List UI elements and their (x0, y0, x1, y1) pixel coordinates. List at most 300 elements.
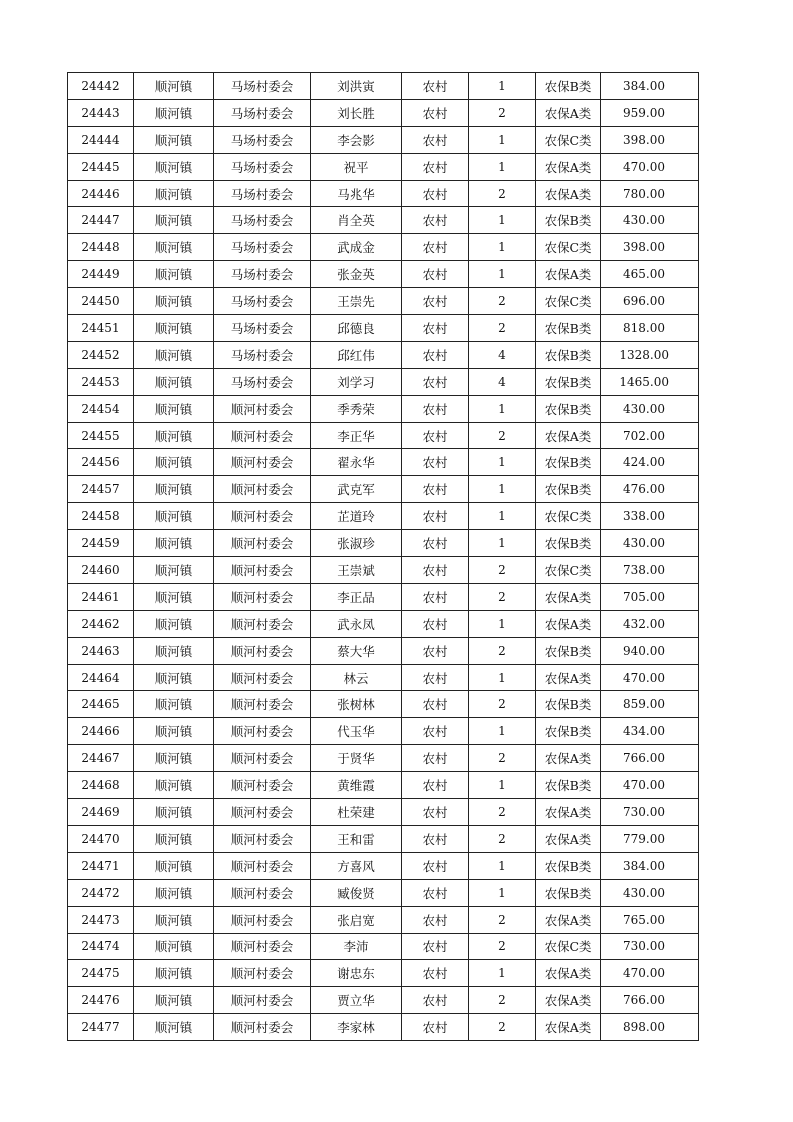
household-type-cell: 农村 (402, 933, 469, 960)
household-type-cell: 农村 (402, 368, 469, 395)
household-type-cell: 农村 (402, 987, 469, 1014)
household-size-cell: 2 (469, 315, 536, 342)
name-cell: 武克军 (311, 476, 402, 503)
household-size-cell: 2 (469, 637, 536, 664)
name-cell: 邱红伟 (311, 341, 402, 368)
insurance-category-cell: 农保B类 (536, 207, 601, 234)
insurance-category-cell: 农保A类 (536, 799, 601, 826)
amount-cell: 430.00 (601, 207, 699, 234)
village-committee-cell: 顺河村委会 (214, 422, 311, 449)
name-cell: 代玉华 (311, 718, 402, 745)
serial-number-cell: 24468 (68, 772, 134, 799)
town-cell: 顺河镇 (134, 960, 214, 987)
village-committee-cell: 顺河村委会 (214, 503, 311, 530)
insurance-category-cell: 农保A类 (536, 906, 601, 933)
insurance-category-cell: 农保B类 (536, 852, 601, 879)
insurance-category-cell: 农保A类 (536, 987, 601, 1014)
table-row (68, 315, 699, 342)
table-row (68, 126, 699, 153)
serial-number-cell: 24456 (68, 449, 134, 476)
serial-number-cell: 24458 (68, 503, 134, 530)
table-row (68, 583, 699, 610)
town-cell: 顺河镇 (134, 449, 214, 476)
town-cell: 顺河镇 (134, 987, 214, 1014)
town-cell: 顺河镇 (134, 933, 214, 960)
insurance-category-cell: 农保A类 (536, 180, 601, 207)
household-size-cell: 4 (469, 341, 536, 368)
town-cell: 顺河镇 (134, 476, 214, 503)
name-cell: 张金英 (311, 261, 402, 288)
village-committee-cell: 马场村委会 (214, 180, 311, 207)
name-cell: 刘长胜 (311, 99, 402, 126)
table-row (68, 691, 699, 718)
town-cell: 顺河镇 (134, 315, 214, 342)
town-cell: 顺河镇 (134, 772, 214, 799)
serial-number-cell: 24447 (68, 207, 134, 234)
household-size-cell: 1 (469, 718, 536, 745)
serial-number-cell: 24472 (68, 879, 134, 906)
serial-number-cell: 24474 (68, 933, 134, 960)
insurance-category-cell: 农保B类 (536, 395, 601, 422)
household-size-cell: 1 (469, 153, 536, 180)
table-row (68, 745, 699, 772)
insurance-category-cell: 农保A类 (536, 610, 601, 637)
household-size-cell: 1 (469, 126, 536, 153)
amount-cell: 434.00 (601, 718, 699, 745)
table-row (68, 987, 699, 1014)
village-committee-cell: 顺河村委会 (214, 449, 311, 476)
village-committee-cell: 顺河村委会 (214, 772, 311, 799)
household-type-cell: 农村 (402, 906, 469, 933)
village-committee-cell: 顺河村委会 (214, 799, 311, 826)
table-row (68, 852, 699, 879)
table-row (68, 637, 699, 664)
amount-cell: 696.00 (601, 288, 699, 315)
household-size-cell: 2 (469, 422, 536, 449)
serial-number-cell: 24448 (68, 234, 134, 261)
household-type-cell: 农村 (402, 234, 469, 261)
serial-number-cell: 24466 (68, 718, 134, 745)
table-row (68, 557, 699, 584)
serial-number-cell: 24470 (68, 825, 134, 852)
household-size-cell: 1 (469, 503, 536, 530)
table-row (68, 933, 699, 960)
table-row (68, 99, 699, 126)
household-size-cell: 2 (469, 987, 536, 1014)
insurance-category-cell: 农保B类 (536, 315, 601, 342)
household-size-cell: 2 (469, 933, 536, 960)
insurance-category-cell: 农保B类 (536, 341, 601, 368)
household-type-cell: 农村 (402, 879, 469, 906)
table-row (68, 234, 699, 261)
household-type-cell: 农村 (402, 153, 469, 180)
amount-cell: 780.00 (601, 180, 699, 207)
household-type-cell: 农村 (402, 691, 469, 718)
insurance-category-cell: 农保B类 (536, 772, 601, 799)
amount-cell: 702.00 (601, 422, 699, 449)
name-cell: 于贤华 (311, 745, 402, 772)
table-row (68, 476, 699, 503)
serial-number-cell: 24462 (68, 610, 134, 637)
table-row (68, 772, 699, 799)
table-row (68, 368, 699, 395)
amount-cell: 430.00 (601, 395, 699, 422)
village-committee-cell: 马场村委会 (214, 315, 311, 342)
household-size-cell: 1 (469, 234, 536, 261)
household-type-cell: 农村 (402, 583, 469, 610)
household-size-cell: 1 (469, 772, 536, 799)
household-size-cell: 4 (469, 368, 536, 395)
name-cell: 翟永华 (311, 449, 402, 476)
insurance-category-cell: 农保A类 (536, 99, 601, 126)
village-committee-cell: 马场村委会 (214, 288, 311, 315)
household-size-cell: 1 (469, 395, 536, 422)
insurance-category-cell: 农保C类 (536, 234, 601, 261)
insurance-category-cell: 农保A类 (536, 583, 601, 610)
town-cell: 顺河镇 (134, 234, 214, 261)
serial-number-cell: 24455 (68, 422, 134, 449)
insurance-category-cell: 农保C类 (536, 126, 601, 153)
records-table-container (67, 72, 699, 1041)
household-size-cell: 1 (469, 207, 536, 234)
town-cell: 顺河镇 (134, 879, 214, 906)
serial-number-cell: 24459 (68, 530, 134, 557)
amount-cell: 940.00 (601, 637, 699, 664)
amount-cell: 859.00 (601, 691, 699, 718)
household-size-cell: 2 (469, 99, 536, 126)
household-type-cell: 农村 (402, 99, 469, 126)
serial-number-cell: 24457 (68, 476, 134, 503)
serial-number-cell: 24449 (68, 261, 134, 288)
name-cell: 马兆华 (311, 180, 402, 207)
insurance-category-cell: 农保A类 (536, 1014, 601, 1041)
household-size-cell: 2 (469, 906, 536, 933)
village-committee-cell: 顺河村委会 (214, 583, 311, 610)
name-cell: 杜荣建 (311, 799, 402, 826)
serial-number-cell: 24477 (68, 1014, 134, 1041)
table-row (68, 503, 699, 530)
household-size-cell: 1 (469, 960, 536, 987)
household-type-cell: 农村 (402, 718, 469, 745)
household-type-cell: 农村 (402, 449, 469, 476)
town-cell: 顺河镇 (134, 799, 214, 826)
insurance-category-cell: 农保C类 (536, 557, 601, 584)
household-type-cell: 农村 (402, 503, 469, 530)
table-row (68, 207, 699, 234)
insurance-category-cell: 农保A类 (536, 745, 601, 772)
village-committee-cell: 马场村委会 (214, 73, 311, 100)
amount-cell: 470.00 (601, 153, 699, 180)
name-cell: 王崇斌 (311, 557, 402, 584)
household-type-cell: 农村 (402, 207, 469, 234)
household-size-cell: 2 (469, 288, 536, 315)
village-committee-cell: 马场村委会 (214, 234, 311, 261)
insurance-category-cell: 农保C类 (536, 933, 601, 960)
village-committee-cell: 顺河村委会 (214, 852, 311, 879)
table-row (68, 449, 699, 476)
town-cell: 顺河镇 (134, 73, 214, 100)
town-cell: 顺河镇 (134, 153, 214, 180)
serial-number-cell: 24475 (68, 960, 134, 987)
amount-cell: 765.00 (601, 906, 699, 933)
amount-cell: 730.00 (601, 799, 699, 826)
village-committee-cell: 顺河村委会 (214, 664, 311, 691)
household-size-cell: 2 (469, 799, 536, 826)
household-type-cell: 农村 (402, 610, 469, 637)
insurance-category-cell: 农保B类 (536, 476, 601, 503)
household-type-cell: 农村 (402, 73, 469, 100)
name-cell: 李正品 (311, 583, 402, 610)
amount-cell: 766.00 (601, 987, 699, 1014)
amount-cell: 1328.00 (601, 341, 699, 368)
amount-cell: 470.00 (601, 772, 699, 799)
household-size-cell: 2 (469, 1014, 536, 1041)
town-cell: 顺河镇 (134, 691, 214, 718)
insurance-category-cell: 农保B类 (536, 73, 601, 100)
household-type-cell: 农村 (402, 180, 469, 207)
town-cell: 顺河镇 (134, 422, 214, 449)
household-type-cell: 农村 (402, 852, 469, 879)
town-cell: 顺河镇 (134, 852, 214, 879)
name-cell: 李正华 (311, 422, 402, 449)
amount-cell: 338.00 (601, 503, 699, 530)
insurance-category-cell: 农保B类 (536, 691, 601, 718)
name-cell: 林云 (311, 664, 402, 691)
serial-number-cell: 24454 (68, 395, 134, 422)
table-row (68, 341, 699, 368)
town-cell: 顺河镇 (134, 180, 214, 207)
table-row (68, 422, 699, 449)
name-cell: 张树林 (311, 691, 402, 718)
name-cell: 武成金 (311, 234, 402, 261)
household-type-cell: 农村 (402, 557, 469, 584)
insurance-category-cell: 农保A类 (536, 664, 601, 691)
household-type-cell: 农村 (402, 422, 469, 449)
town-cell: 顺河镇 (134, 530, 214, 557)
table-row (68, 530, 699, 557)
name-cell: 臧俊贤 (311, 879, 402, 906)
name-cell: 李家林 (311, 1014, 402, 1041)
name-cell: 谢忠东 (311, 960, 402, 987)
records-table-body (68, 73, 699, 1041)
name-cell: 张启宽 (311, 906, 402, 933)
amount-cell: 424.00 (601, 449, 699, 476)
serial-number-cell: 24467 (68, 745, 134, 772)
name-cell: 刘洪寅 (311, 73, 402, 100)
village-committee-cell: 顺河村委会 (214, 395, 311, 422)
records-table (67, 72, 699, 1041)
town-cell: 顺河镇 (134, 906, 214, 933)
table-row (68, 879, 699, 906)
household-type-cell: 农村 (402, 261, 469, 288)
household-type-cell: 农村 (402, 315, 469, 342)
amount-cell: 959.00 (601, 99, 699, 126)
table-row (68, 395, 699, 422)
village-committee-cell: 顺河村委会 (214, 476, 311, 503)
serial-number-cell: 24452 (68, 341, 134, 368)
insurance-category-cell: 农保B类 (536, 530, 601, 557)
household-size-cell: 1 (469, 476, 536, 503)
village-committee-cell: 马场村委会 (214, 153, 311, 180)
village-committee-cell: 顺河村委会 (214, 691, 311, 718)
name-cell: 王崇先 (311, 288, 402, 315)
town-cell: 顺河镇 (134, 99, 214, 126)
insurance-category-cell: 农保A类 (536, 261, 601, 288)
household-size-cell: 1 (469, 610, 536, 637)
household-size-cell: 1 (469, 530, 536, 557)
name-cell: 肖全英 (311, 207, 402, 234)
household-size-cell: 1 (469, 261, 536, 288)
serial-number-cell: 24465 (68, 691, 134, 718)
village-committee-cell: 顺河村委会 (214, 987, 311, 1014)
table-row (68, 73, 699, 100)
village-committee-cell: 马场村委会 (214, 126, 311, 153)
name-cell: 祝平 (311, 153, 402, 180)
town-cell: 顺河镇 (134, 664, 214, 691)
town-cell: 顺河镇 (134, 825, 214, 852)
household-size-cell: 2 (469, 583, 536, 610)
name-cell: 刘学习 (311, 368, 402, 395)
serial-number-cell: 24463 (68, 637, 134, 664)
table-row (68, 906, 699, 933)
village-committee-cell: 顺河村委会 (214, 745, 311, 772)
town-cell: 顺河镇 (134, 261, 214, 288)
serial-number-cell: 24445 (68, 153, 134, 180)
table-row (68, 664, 699, 691)
town-cell: 顺河镇 (134, 637, 214, 664)
insurance-category-cell: 农保A类 (536, 825, 601, 852)
amount-cell: 432.00 (601, 610, 699, 637)
household-size-cell: 1 (469, 852, 536, 879)
village-committee-cell: 顺河村委会 (214, 718, 311, 745)
household-type-cell: 农村 (402, 799, 469, 826)
amount-cell: 779.00 (601, 825, 699, 852)
household-type-cell: 农村 (402, 126, 469, 153)
name-cell: 芷道玲 (311, 503, 402, 530)
table-row (68, 261, 699, 288)
household-size-cell: 1 (469, 449, 536, 476)
amount-cell: 766.00 (601, 745, 699, 772)
serial-number-cell: 24471 (68, 852, 134, 879)
village-committee-cell: 马场村委会 (214, 261, 311, 288)
town-cell: 顺河镇 (134, 610, 214, 637)
amount-cell: 398.00 (601, 234, 699, 261)
insurance-category-cell: 农保B类 (536, 449, 601, 476)
town-cell: 顺河镇 (134, 395, 214, 422)
amount-cell: 430.00 (601, 530, 699, 557)
serial-number-cell: 24473 (68, 906, 134, 933)
table-row (68, 288, 699, 315)
village-committee-cell: 顺河村委会 (214, 1014, 311, 1041)
household-type-cell: 农村 (402, 664, 469, 691)
village-committee-cell: 顺河村委会 (214, 906, 311, 933)
village-committee-cell: 马场村委会 (214, 341, 311, 368)
amount-cell: 1465.00 (601, 368, 699, 395)
village-committee-cell: 顺河村委会 (214, 933, 311, 960)
amount-cell: 470.00 (601, 960, 699, 987)
village-committee-cell: 顺河村委会 (214, 879, 311, 906)
serial-number-cell: 24461 (68, 583, 134, 610)
name-cell: 邱德良 (311, 315, 402, 342)
name-cell: 贾立华 (311, 987, 402, 1014)
village-committee-cell: 顺河村委会 (214, 637, 311, 664)
village-committee-cell: 马场村委会 (214, 99, 311, 126)
village-committee-cell: 马场村委会 (214, 207, 311, 234)
name-cell: 方喜风 (311, 852, 402, 879)
name-cell: 李会影 (311, 126, 402, 153)
serial-number-cell: 24464 (68, 664, 134, 691)
household-type-cell: 农村 (402, 530, 469, 557)
insurance-category-cell: 农保A类 (536, 422, 601, 449)
amount-cell: 730.00 (601, 933, 699, 960)
insurance-category-cell: 农保B类 (536, 718, 601, 745)
household-type-cell: 农村 (402, 476, 469, 503)
amount-cell: 738.00 (601, 557, 699, 584)
household-size-cell: 2 (469, 691, 536, 718)
serial-number-cell: 24444 (68, 126, 134, 153)
table-row (68, 799, 699, 826)
village-committee-cell: 马场村委会 (214, 368, 311, 395)
insurance-category-cell: 农保B类 (536, 637, 601, 664)
village-committee-cell: 顺河村委会 (214, 530, 311, 557)
household-size-cell: 2 (469, 745, 536, 772)
household-type-cell: 农村 (402, 395, 469, 422)
household-size-cell: 1 (469, 879, 536, 906)
name-cell: 李沛 (311, 933, 402, 960)
town-cell: 顺河镇 (134, 207, 214, 234)
table-row (68, 960, 699, 987)
amount-cell: 384.00 (601, 73, 699, 100)
household-type-cell: 农村 (402, 825, 469, 852)
town-cell: 顺河镇 (134, 557, 214, 584)
household-size-cell: 2 (469, 825, 536, 852)
village-committee-cell: 顺河村委会 (214, 960, 311, 987)
household-type-cell: 农村 (402, 637, 469, 664)
amount-cell: 470.00 (601, 664, 699, 691)
amount-cell: 818.00 (601, 315, 699, 342)
name-cell: 季秀荣 (311, 395, 402, 422)
serial-number-cell: 24469 (68, 799, 134, 826)
serial-number-cell: 24453 (68, 368, 134, 395)
serial-number-cell: 24450 (68, 288, 134, 315)
household-type-cell: 农村 (402, 772, 469, 799)
insurance-category-cell: 农保A类 (536, 153, 601, 180)
amount-cell: 430.00 (601, 879, 699, 906)
household-type-cell: 农村 (402, 341, 469, 368)
town-cell: 顺河镇 (134, 745, 214, 772)
table-row (68, 825, 699, 852)
village-committee-cell: 顺河村委会 (214, 557, 311, 584)
town-cell: 顺河镇 (134, 503, 214, 530)
table-row (68, 610, 699, 637)
amount-cell: 476.00 (601, 476, 699, 503)
table-row (68, 1014, 699, 1041)
household-type-cell: 农村 (402, 745, 469, 772)
amount-cell: 465.00 (601, 261, 699, 288)
name-cell: 蔡大华 (311, 637, 402, 664)
amount-cell: 398.00 (601, 126, 699, 153)
serial-number-cell: 24460 (68, 557, 134, 584)
town-cell: 顺河镇 (134, 288, 214, 315)
amount-cell: 705.00 (601, 583, 699, 610)
household-type-cell: 农村 (402, 288, 469, 315)
household-type-cell: 农村 (402, 960, 469, 987)
table-row (68, 153, 699, 180)
name-cell: 武永凤 (311, 610, 402, 637)
village-committee-cell: 顺河村委会 (214, 825, 311, 852)
table-row (68, 718, 699, 745)
table-row (68, 180, 699, 207)
